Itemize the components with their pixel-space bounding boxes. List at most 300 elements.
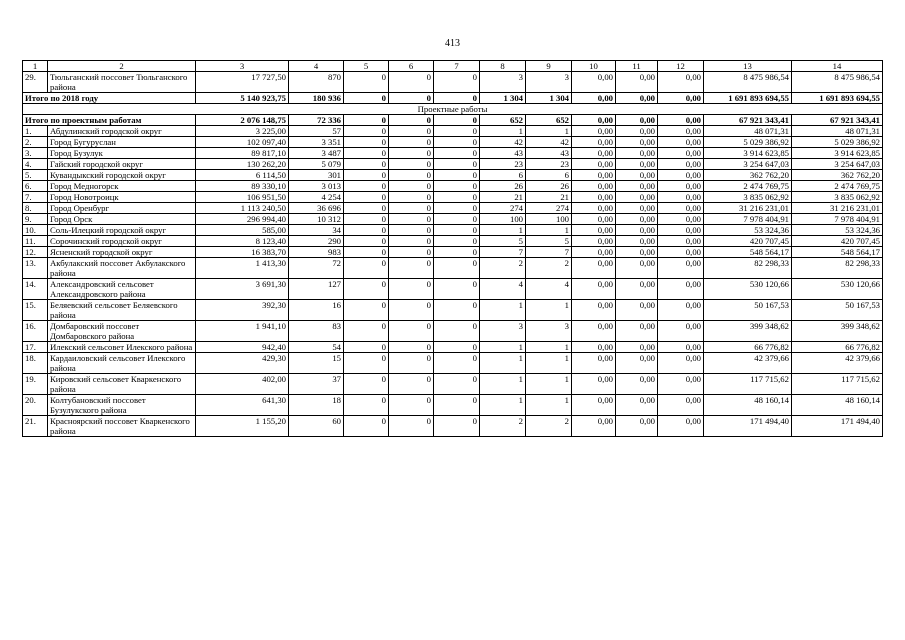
table-cell: 9 — [526, 61, 572, 72]
table-cell: Ясненский городской округ — [48, 247, 196, 258]
table-cell: 0,00 — [572, 258, 616, 279]
table-cell: 117 715,62 — [792, 374, 883, 395]
table-cell: 0 — [344, 353, 389, 374]
table-cell: 0,00 — [616, 93, 658, 104]
table-cell: 0 — [389, 321, 434, 342]
table-cell: 392,30 — [196, 300, 289, 321]
table-cell: 0,00 — [616, 159, 658, 170]
table-cell: 0 — [434, 258, 480, 279]
table-cell: 17 727,50 — [196, 72, 289, 93]
table-cell: 0,00 — [616, 236, 658, 247]
table-cell: 0 — [389, 93, 434, 104]
table-cell: 0 — [344, 93, 389, 104]
table-cell: 1 — [480, 225, 526, 236]
table-cell: 1 691 893 694,55 — [792, 93, 883, 104]
table-cell: 42 — [480, 137, 526, 148]
table-cell: 21 — [526, 192, 572, 203]
header-row — [23, 61, 883, 72]
table-cell: 0 — [344, 137, 389, 148]
table-cell: 8 475 986,54 — [704, 72, 792, 93]
table-cell: 0 — [434, 374, 480, 395]
table-cell: 1 — [526, 126, 572, 137]
table-cell: 0 — [344, 321, 389, 342]
table-cell: 2. — [23, 137, 48, 148]
table-row — [23, 225, 883, 236]
table-cell: 1 304 — [526, 93, 572, 104]
table-cell: 0,00 — [572, 93, 616, 104]
table-cell: 0,00 — [616, 181, 658, 192]
table-row — [23, 72, 883, 93]
table-cell: 3 691,30 — [196, 279, 289, 300]
table-cell: Кировский сельсовет Кваркенского района — [48, 374, 196, 395]
table-cell: 102 097,40 — [196, 137, 289, 148]
table-row — [23, 321, 883, 342]
table-cell: 0,00 — [572, 374, 616, 395]
table-row — [23, 279, 883, 300]
table-cell: 180 936 — [289, 93, 344, 104]
table-cell: 48 160,14 — [792, 395, 883, 416]
table-cell: 362 762,20 — [792, 170, 883, 181]
table-cell: 117 715,62 — [704, 374, 792, 395]
table-cell: 89 330,10 — [196, 181, 289, 192]
table-cell: 530 120,66 — [704, 279, 792, 300]
table-cell: Домбаровский поссовет Домбаровского района — [48, 321, 196, 342]
table-cell: 0,00 — [658, 416, 704, 437]
table-cell: 11 — [616, 61, 658, 72]
table-cell: 1 — [526, 353, 572, 374]
table-cell: 72 — [289, 258, 344, 279]
table-cell: 36 696 — [289, 203, 344, 214]
table-cell: 1 — [526, 225, 572, 236]
table-cell: 420 707,45 — [704, 236, 792, 247]
table-cell: 6 — [480, 170, 526, 181]
table-cell: 0,00 — [572, 181, 616, 192]
table-cell: 362 762,20 — [704, 170, 792, 181]
table-cell: 0 — [389, 214, 434, 225]
table-cell: 20. — [23, 395, 48, 416]
table-cell: 10 — [572, 61, 616, 72]
table-cell: 0,00 — [572, 225, 616, 236]
table-cell: 100 — [526, 214, 572, 225]
table-cell: 0 — [344, 192, 389, 203]
table-cell: 652 — [480, 115, 526, 126]
table-cell: 15. — [23, 300, 48, 321]
table-cell: 106 951,50 — [196, 192, 289, 203]
table-cell: Акбулакский поссовет Акбулакского района — [48, 258, 196, 279]
table-cell: 0,00 — [572, 72, 616, 93]
table-cell: 0,00 — [658, 72, 704, 93]
table-cell: 0 — [344, 300, 389, 321]
table-cell: 0,00 — [572, 395, 616, 416]
table-cell: 585,00 — [196, 225, 289, 236]
table-cell: 14 — [792, 61, 883, 72]
table-cell: 0 — [389, 247, 434, 258]
table-cell: 1 — [526, 300, 572, 321]
table-cell: 17. — [23, 342, 48, 353]
table-cell: 2 076 148,75 — [196, 115, 289, 126]
table-row — [23, 170, 883, 181]
table-cell: Сорочинский городской округ — [48, 236, 196, 247]
table-cell: 1 — [526, 374, 572, 395]
table-cell: 5 029 386,92 — [704, 137, 792, 148]
table-cell: 0 — [344, 170, 389, 181]
table-cell: 0 — [434, 93, 480, 104]
table-cell: 1 — [480, 374, 526, 395]
table-cell: 0 — [389, 170, 434, 181]
table-cell: 420 707,45 — [792, 236, 883, 247]
table-cell: 16. — [23, 321, 48, 342]
table-cell: 0 — [389, 279, 434, 300]
table-cell: 66 776,82 — [792, 342, 883, 353]
table-cell: 0,00 — [658, 342, 704, 353]
table-cell: 0 — [434, 170, 480, 181]
table-cell: 0,00 — [572, 342, 616, 353]
table-row — [23, 192, 883, 203]
table-row — [23, 214, 883, 225]
table-cell: 7 — [480, 247, 526, 258]
table-cell: 1 691 893 694,55 — [704, 93, 792, 104]
table-cell: 0,00 — [658, 258, 704, 279]
table-cell: 0,00 — [658, 159, 704, 170]
table-cell: 652 — [526, 115, 572, 126]
table-cell: 50 167,53 — [704, 300, 792, 321]
table-cell: 4. — [23, 159, 48, 170]
table-cell: 641,30 — [196, 395, 289, 416]
table-cell: 21. — [23, 416, 48, 437]
table-cell: 4 — [526, 279, 572, 300]
table-row — [23, 181, 883, 192]
table-cell: 0,00 — [616, 214, 658, 225]
table-cell: 0 — [434, 353, 480, 374]
table-cell: 5 — [344, 61, 389, 72]
table-cell: 0 — [344, 72, 389, 93]
table-cell: 0,00 — [658, 181, 704, 192]
table-cell: 4 254 — [289, 192, 344, 203]
table-row — [23, 159, 883, 170]
table-cell: 3 351 — [289, 137, 344, 148]
table-cell: 43 — [480, 148, 526, 159]
table-cell: 0 — [389, 203, 434, 214]
table-cell: Гайский городской округ — [48, 159, 196, 170]
table-cell: 0 — [344, 236, 389, 247]
table-cell: 296 994,40 — [196, 214, 289, 225]
table-cell: 0,00 — [572, 170, 616, 181]
table-cell: 0,00 — [658, 115, 704, 126]
table-cell: 3 254 647,03 — [704, 159, 792, 170]
table-cell: 19. — [23, 374, 48, 395]
table-cell: 15 — [289, 353, 344, 374]
table-cell: 1 — [480, 353, 526, 374]
table-cell: 89 817,10 — [196, 148, 289, 159]
table-cell: 0,00 — [572, 321, 616, 342]
table-cell: 0,00 — [658, 192, 704, 203]
table-cell: 0 — [434, 395, 480, 416]
table-cell: Беляевский сельсовет Беляевского района — [48, 300, 196, 321]
table-cell: 43 — [526, 148, 572, 159]
table-cell: 0,00 — [658, 214, 704, 225]
page-number: 413 — [445, 38, 460, 49]
table-cell: 3 914 623,85 — [704, 148, 792, 159]
table-cell: 0 — [389, 159, 434, 170]
table-cell: 7 978 404,91 — [792, 214, 883, 225]
table-cell: Красноярский поссовет Кваркенского района — [48, 416, 196, 437]
table-cell: 48 071,31 — [704, 126, 792, 137]
table-cell: 0,00 — [616, 374, 658, 395]
table-cell: 0,00 — [658, 247, 704, 258]
table-cell: 0 — [344, 203, 389, 214]
table-cell: 0,00 — [616, 416, 658, 437]
table-cell: 429,30 — [196, 353, 289, 374]
table-cell: 0,00 — [616, 170, 658, 181]
table-cell: 942,40 — [196, 342, 289, 353]
table-cell: 83 — [289, 321, 344, 342]
table-cell: 1 — [480, 342, 526, 353]
table-cell: 0 — [434, 342, 480, 353]
table-row — [23, 342, 883, 353]
table-cell: Итого по 2018 году — [23, 93, 196, 104]
table-cell: 8. — [23, 203, 48, 214]
table-cell: 0 — [344, 279, 389, 300]
table-cell: 0,00 — [572, 416, 616, 437]
table-cell: 0,00 — [616, 321, 658, 342]
table-cell: 0,00 — [572, 300, 616, 321]
table-cell: 0 — [389, 225, 434, 236]
table-cell: 3 — [526, 321, 572, 342]
table-cell: 4 — [480, 279, 526, 300]
table-cell: 0 — [344, 148, 389, 159]
table-cell: 171 494,40 — [704, 416, 792, 437]
total-project-row — [23, 115, 883, 126]
table-cell: 1 413,30 — [196, 258, 289, 279]
table-cell: 2 — [480, 258, 526, 279]
table-cell: 0,00 — [658, 137, 704, 148]
table-cell: 3 835 062,92 — [792, 192, 883, 203]
table-cell: 21 — [480, 192, 526, 203]
table-cell: 0,00 — [616, 148, 658, 159]
table-cell: 3 — [480, 321, 526, 342]
table-cell: 2 474 769,75 — [792, 181, 883, 192]
table-cell: 0,00 — [658, 225, 704, 236]
table-body — [23, 61, 883, 437]
table-cell: 402,00 — [196, 374, 289, 395]
table-cell: 37 — [289, 374, 344, 395]
table-cell: 0,00 — [616, 258, 658, 279]
table-cell: 1 155,20 — [196, 416, 289, 437]
table-cell: 0 — [389, 416, 434, 437]
table-cell: 0 — [434, 214, 480, 225]
table-cell: 5 079 — [289, 159, 344, 170]
table-cell: 13 — [704, 61, 792, 72]
table-cell: 42 379,66 — [704, 353, 792, 374]
table-cell: Город Бузулук — [48, 148, 196, 159]
table-cell: Город Оренбург — [48, 203, 196, 214]
table-cell: 5 — [526, 236, 572, 247]
table-cell: 0,00 — [616, 192, 658, 203]
table-cell: 66 776,82 — [704, 342, 792, 353]
table-cell: 0,00 — [572, 192, 616, 203]
table-cell: 0,00 — [616, 247, 658, 258]
table-cell: 0,00 — [658, 279, 704, 300]
table-cell: 0,00 — [616, 137, 658, 148]
table-cell: 399 348,62 — [792, 321, 883, 342]
table-cell: 2 — [480, 416, 526, 437]
table-cell: 0 — [434, 148, 480, 159]
table-cell: 0 — [434, 247, 480, 258]
table-cell: 3 013 — [289, 181, 344, 192]
table-cell: 0,00 — [572, 236, 616, 247]
table-cell: 6. — [23, 181, 48, 192]
table-cell: Итого по проектным работам — [23, 115, 196, 126]
table-cell: 6 — [526, 170, 572, 181]
table-cell: 2 474 769,75 — [704, 181, 792, 192]
table-row — [23, 353, 883, 374]
table-cell: 0,00 — [658, 300, 704, 321]
table-cell: 1 — [480, 300, 526, 321]
table-cell: 82 298,33 — [704, 258, 792, 279]
table-cell: 0,00 — [658, 236, 704, 247]
table-cell: 3 254 647,03 — [792, 159, 883, 170]
table-cell: 870 — [289, 72, 344, 93]
table-cell: 0 — [434, 300, 480, 321]
table-cell: 0 — [344, 126, 389, 137]
table-cell: 0 — [389, 342, 434, 353]
table-cell: Колтубановский поссовет Бузулукского района — [48, 395, 196, 416]
table-cell: 548 564,17 — [704, 247, 792, 258]
table-cell: 0 — [389, 126, 434, 137]
table-cell: 6 114,50 — [196, 170, 289, 181]
table-cell: 0 — [344, 181, 389, 192]
table-cell: 48 071,31 — [792, 126, 883, 137]
table-cell: 0 — [344, 247, 389, 258]
table-cell: 548 564,17 — [792, 247, 883, 258]
table-cell: 1 — [526, 395, 572, 416]
table-cell: 67 921 343,41 — [704, 115, 792, 126]
table-cell: Город Орск — [48, 214, 196, 225]
table-cell: 7 978 404,91 — [704, 214, 792, 225]
section-title-row — [23, 104, 883, 115]
table-cell: 0,00 — [658, 374, 704, 395]
table-cell: 0 — [389, 115, 434, 126]
table-cell: 0 — [434, 416, 480, 437]
table-cell: Тюльганский поссовет Тюльганского района — [48, 72, 196, 93]
table-cell: 8 123,40 — [196, 236, 289, 247]
table-cell: 274 — [526, 203, 572, 214]
table-row — [23, 236, 883, 247]
table-cell: 2 — [48, 61, 196, 72]
table-cell: 2 — [526, 258, 572, 279]
table-cell: 7 — [526, 247, 572, 258]
table-cell: 48 160,14 — [704, 395, 792, 416]
table-cell: 29. — [23, 72, 48, 93]
table-cell: 18. — [23, 353, 48, 374]
table-cell: 42 — [526, 137, 572, 148]
table-cell: 0 — [344, 115, 389, 126]
table-cell: 3 — [526, 72, 572, 93]
total-2018-row — [23, 93, 883, 104]
table-cell: 0,00 — [616, 300, 658, 321]
table-cell: 0,00 — [572, 148, 616, 159]
table-row — [23, 416, 883, 437]
table-cell: 1 113 240,50 — [196, 203, 289, 214]
table-cell: 0 — [344, 374, 389, 395]
table-cell: 1 — [526, 342, 572, 353]
table-cell: 1 — [23, 61, 48, 72]
table-cell: 0 — [389, 374, 434, 395]
table-cell: 0,00 — [616, 126, 658, 137]
table-cell: 0,00 — [658, 170, 704, 181]
table-cell: 7. — [23, 192, 48, 203]
table-cell: 53 324,36 — [792, 225, 883, 236]
table-cell: 26 — [480, 181, 526, 192]
table-cell: Соль-Илецкий городской округ — [48, 225, 196, 236]
table-cell: 23 — [526, 159, 572, 170]
table-cell: 8 — [480, 61, 526, 72]
table-cell: 0 — [434, 137, 480, 148]
table-cell: 0,00 — [658, 353, 704, 374]
table-cell: 0 — [389, 236, 434, 247]
table-cell: 5 029 386,92 — [792, 137, 883, 148]
table-cell: Александровский сельсовет Александровского района — [48, 279, 196, 300]
table-cell: Кувандыкский городской округ — [48, 170, 196, 181]
table-cell: 0 — [389, 353, 434, 374]
table-cell: 1 941,10 — [196, 321, 289, 342]
table-cell: 14. — [23, 279, 48, 300]
table-cell: 0,00 — [572, 353, 616, 374]
table-cell: 0 — [434, 159, 480, 170]
table-cell: 82 298,33 — [792, 258, 883, 279]
table-cell: 3 835 062,92 — [704, 192, 792, 203]
table-cell: 8 475 986,54 — [792, 72, 883, 93]
table-cell: 0 — [344, 416, 389, 437]
table-cell: 0,00 — [658, 126, 704, 137]
table-cell: Абдулинский городской округ — [48, 126, 196, 137]
table-cell: Проектные работы — [23, 104, 883, 115]
table-row — [23, 137, 883, 148]
table-cell: 0 — [389, 192, 434, 203]
table-cell: 57 — [289, 126, 344, 137]
table-cell: 0 — [434, 225, 480, 236]
table-cell: 2 — [526, 416, 572, 437]
table-cell: 0,00 — [616, 225, 658, 236]
table-cell: 0 — [434, 192, 480, 203]
table-cell: 3 — [196, 61, 289, 72]
table-cell: 0,00 — [658, 321, 704, 342]
table-cell: 1 — [480, 395, 526, 416]
table-cell: 127 — [289, 279, 344, 300]
table-cell: 399 348,62 — [704, 321, 792, 342]
table-cell: 0,00 — [658, 93, 704, 104]
table-cell: 0,00 — [616, 353, 658, 374]
table-cell: 171 494,40 — [792, 416, 883, 437]
table-cell: 10 312 — [289, 214, 344, 225]
table-cell: 0 — [389, 395, 434, 416]
table-cell: 0,00 — [572, 126, 616, 137]
table-cell: 9. — [23, 214, 48, 225]
table-cell: 23 — [480, 159, 526, 170]
table-cell: 42 379,66 — [792, 353, 883, 374]
table-cell: 7 — [434, 61, 480, 72]
table-cell: 0 — [344, 214, 389, 225]
table-row — [23, 203, 883, 214]
table-cell: Город Медногорск — [48, 181, 196, 192]
table-cell: 4 — [289, 61, 344, 72]
table-cell: 12 — [658, 61, 704, 72]
table-cell: 0,00 — [616, 342, 658, 353]
table-row — [23, 374, 883, 395]
table-cell: 6 — [389, 61, 434, 72]
table-cell: 130 262,20 — [196, 159, 289, 170]
table-cell: 0,00 — [616, 279, 658, 300]
